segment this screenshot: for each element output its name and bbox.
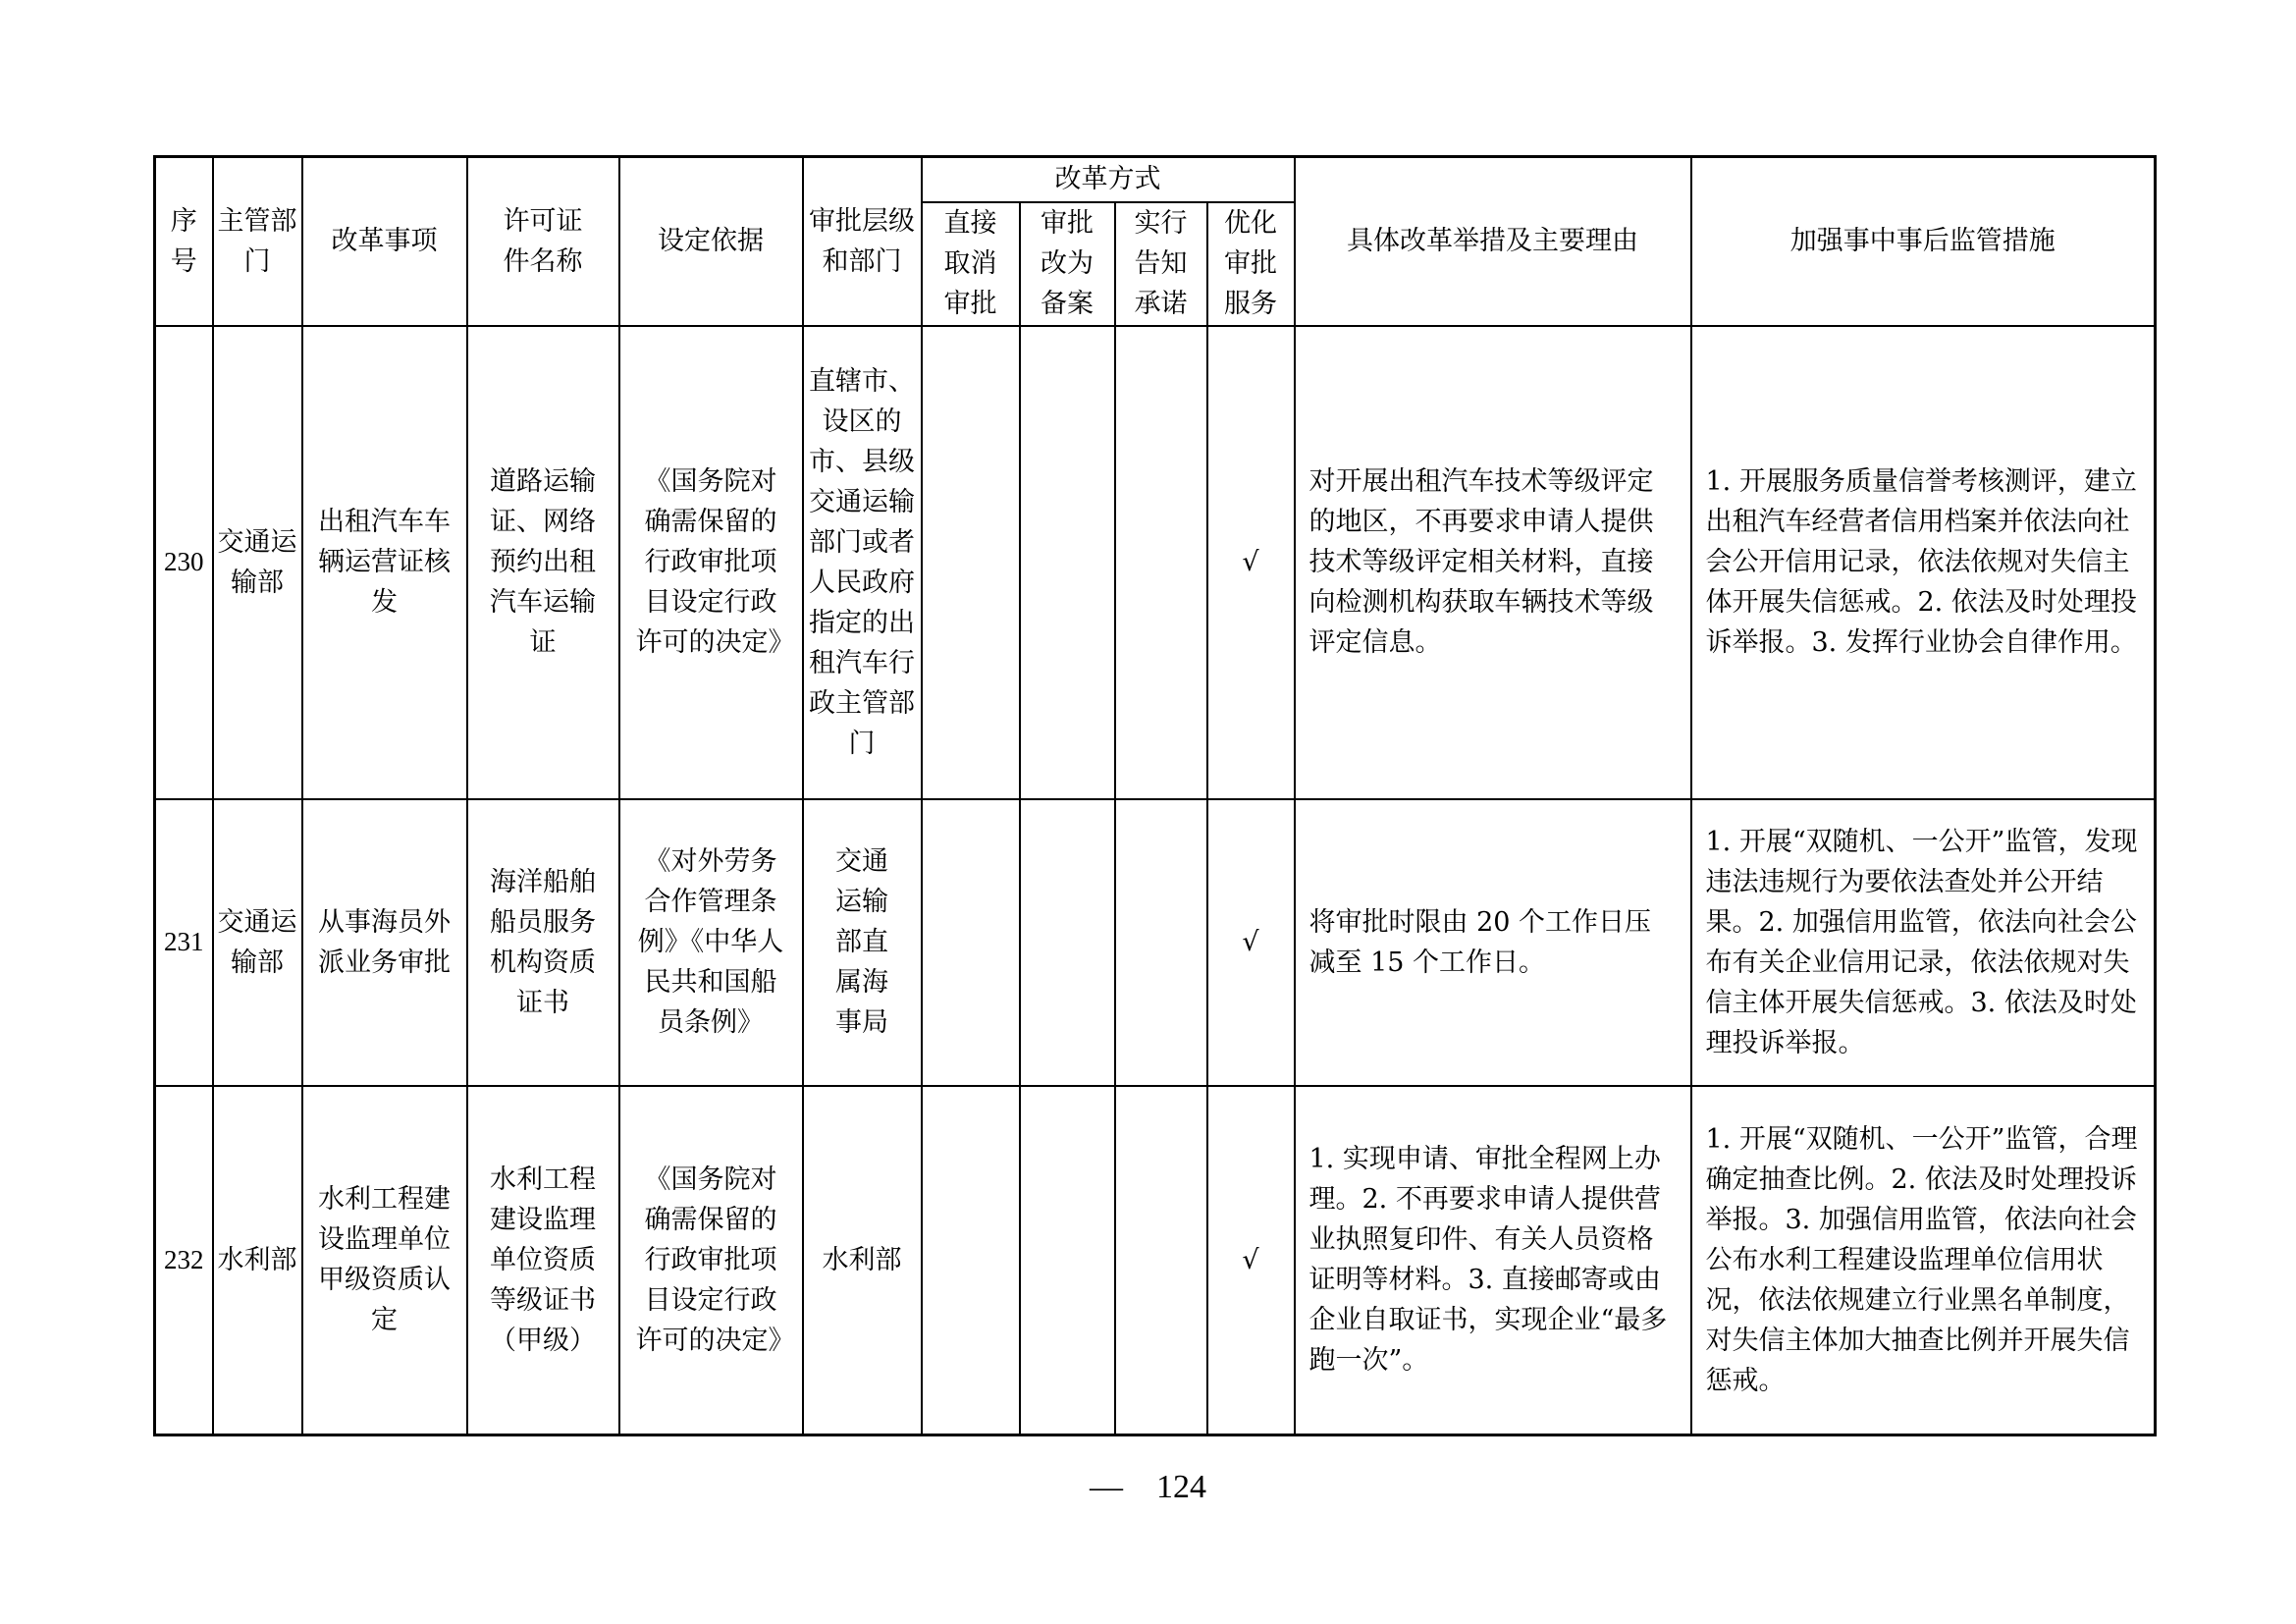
- page-number: 124: [1156, 1469, 1206, 1505]
- row-method-filing: [1020, 799, 1115, 1086]
- header-seq: 序号: [155, 157, 213, 326]
- header-method-cancel: 直接取消审批: [922, 202, 1020, 326]
- row-method-filing: [1020, 1086, 1115, 1435]
- row-measures: 将审批时限由 20 个工作日压减至 15 个工作日。: [1295, 799, 1691, 1086]
- row-method-filing: [1020, 326, 1115, 799]
- header-dept: 主管部门: [213, 157, 302, 326]
- header-item: 改革事项: [302, 157, 467, 326]
- row-item: 出租汽车车辆运营证核发: [302, 326, 467, 799]
- row-method-cancel: [922, 326, 1020, 799]
- row-supervision: 1. 开展服务质量信誉考核测评，建立出租汽车经营者信用档案并依法向社会公开信用记录，依法依规对失信主体开展失信惩戒。2. 依法及时处理投诉举报。3. 发挥行业协会自律作用。: [1691, 326, 2156, 799]
- row-level: 水利部: [803, 1086, 922, 1435]
- row-dept: 交通运输部: [213, 799, 302, 1086]
- row-cert: 水利工程建设监理单位资质等级证书（甲级）: [467, 1086, 619, 1435]
- header-method-filing: 审批改为备案: [1020, 202, 1115, 326]
- row-item: 水利工程建设监理单位甲级资质认定: [302, 1086, 467, 1435]
- row-method-cancel: [922, 799, 1020, 1086]
- header-measures: 具体改革举措及主要理由: [1295, 157, 1691, 326]
- row-supervision: 1. 开展“双随机、一公开”监管，发现违法违规行为要依法查处并公开结果。2. 加强信用监管，依法向社会公布有关企业信用记录，依法依规对失信主体开展失信惩戒。3. 依法及时处理投诉举报。: [1691, 799, 2156, 1086]
- row-dept: 交通运输部: [213, 326, 302, 799]
- row-method-optimize: √: [1207, 1086, 1295, 1435]
- row-method-commitment: [1115, 326, 1207, 799]
- row-level: 直辖市、设区的市、县级交通运输部门或者人民政府指定的出租汽车行政主管部门: [803, 326, 922, 799]
- table-row: [155, 799, 2156, 1086]
- row-method-commitment: [1115, 799, 1207, 1086]
- header-cert: 许可证件名称: [467, 157, 619, 326]
- table-row: [155, 1086, 2156, 1435]
- row-supervision: 1. 开展“双随机、一公开”监管，合理确定抽查比例。2. 依法及时处理投诉举报。3. 加强信用监管，依法向社会公布水利工程建设监理单位信用状况，依法依规建立行业黑名单制度，对失信主体加大抽查比例并开展失信惩戒。: [1691, 1086, 2156, 1435]
- row-method-optimize: √: [1207, 799, 1295, 1086]
- header-method-commitment: 实行告知承诺: [1115, 202, 1207, 326]
- row-basis: 《对外劳务合作管理条例》《中华人民共和国船员条例》: [619, 799, 803, 1086]
- row-method-cancel: [922, 1086, 1020, 1435]
- row-item: 从事海员外派业务审批: [302, 799, 467, 1086]
- row-seq: 231: [155, 799, 213, 1086]
- footer-dash: —: [1090, 1469, 1123, 1505]
- header-method-group: 改革方式: [922, 157, 1295, 202]
- table-row: [155, 326, 2156, 799]
- header-basis: 设定依据: [619, 157, 803, 326]
- reform-table: [153, 155, 2157, 1436]
- page-footer: [0, 1469, 2296, 1506]
- row-method-optimize: √: [1207, 326, 1295, 799]
- row-level: 交通运输部直属海事局: [803, 799, 922, 1086]
- row-seq: 230: [155, 326, 213, 799]
- row-cert: 道路运输证、网络预约出租汽车运输证: [467, 326, 619, 799]
- row-cert: 海洋船舶船员服务机构资质证书: [467, 799, 619, 1086]
- header-level: 审批层级和部门: [803, 157, 922, 326]
- row-seq: 232: [155, 1086, 213, 1435]
- row-method-commitment: [1115, 1086, 1207, 1435]
- header-supervision: 加强事中事后监管措施: [1691, 157, 2156, 326]
- row-measures: 对开展出租汽车技术等级评定的地区，不再要求申请人提供技术等级评定相关材料，直接向检测机构获取车辆技术等级评定信息。: [1295, 326, 1691, 799]
- row-dept: 水利部: [213, 1086, 302, 1435]
- header-method-optimize: 优化审批服务: [1207, 202, 1295, 326]
- row-basis: 《国务院对确需保留的行政审批项目设定行政许可的决定》: [619, 1086, 803, 1435]
- row-basis: 《国务院对确需保留的行政审批项目设定行政许可的决定》: [619, 326, 803, 799]
- row-measures: 1. 实现申请、审批全程网上办理。2. 不再要求申请人提供营业执照复印件、有关人员资格证明等材料。3. 直接邮寄或由企业自取证书，实现企业“最多跑一次”。: [1295, 1086, 1691, 1435]
- header-row: [155, 157, 2156, 202]
